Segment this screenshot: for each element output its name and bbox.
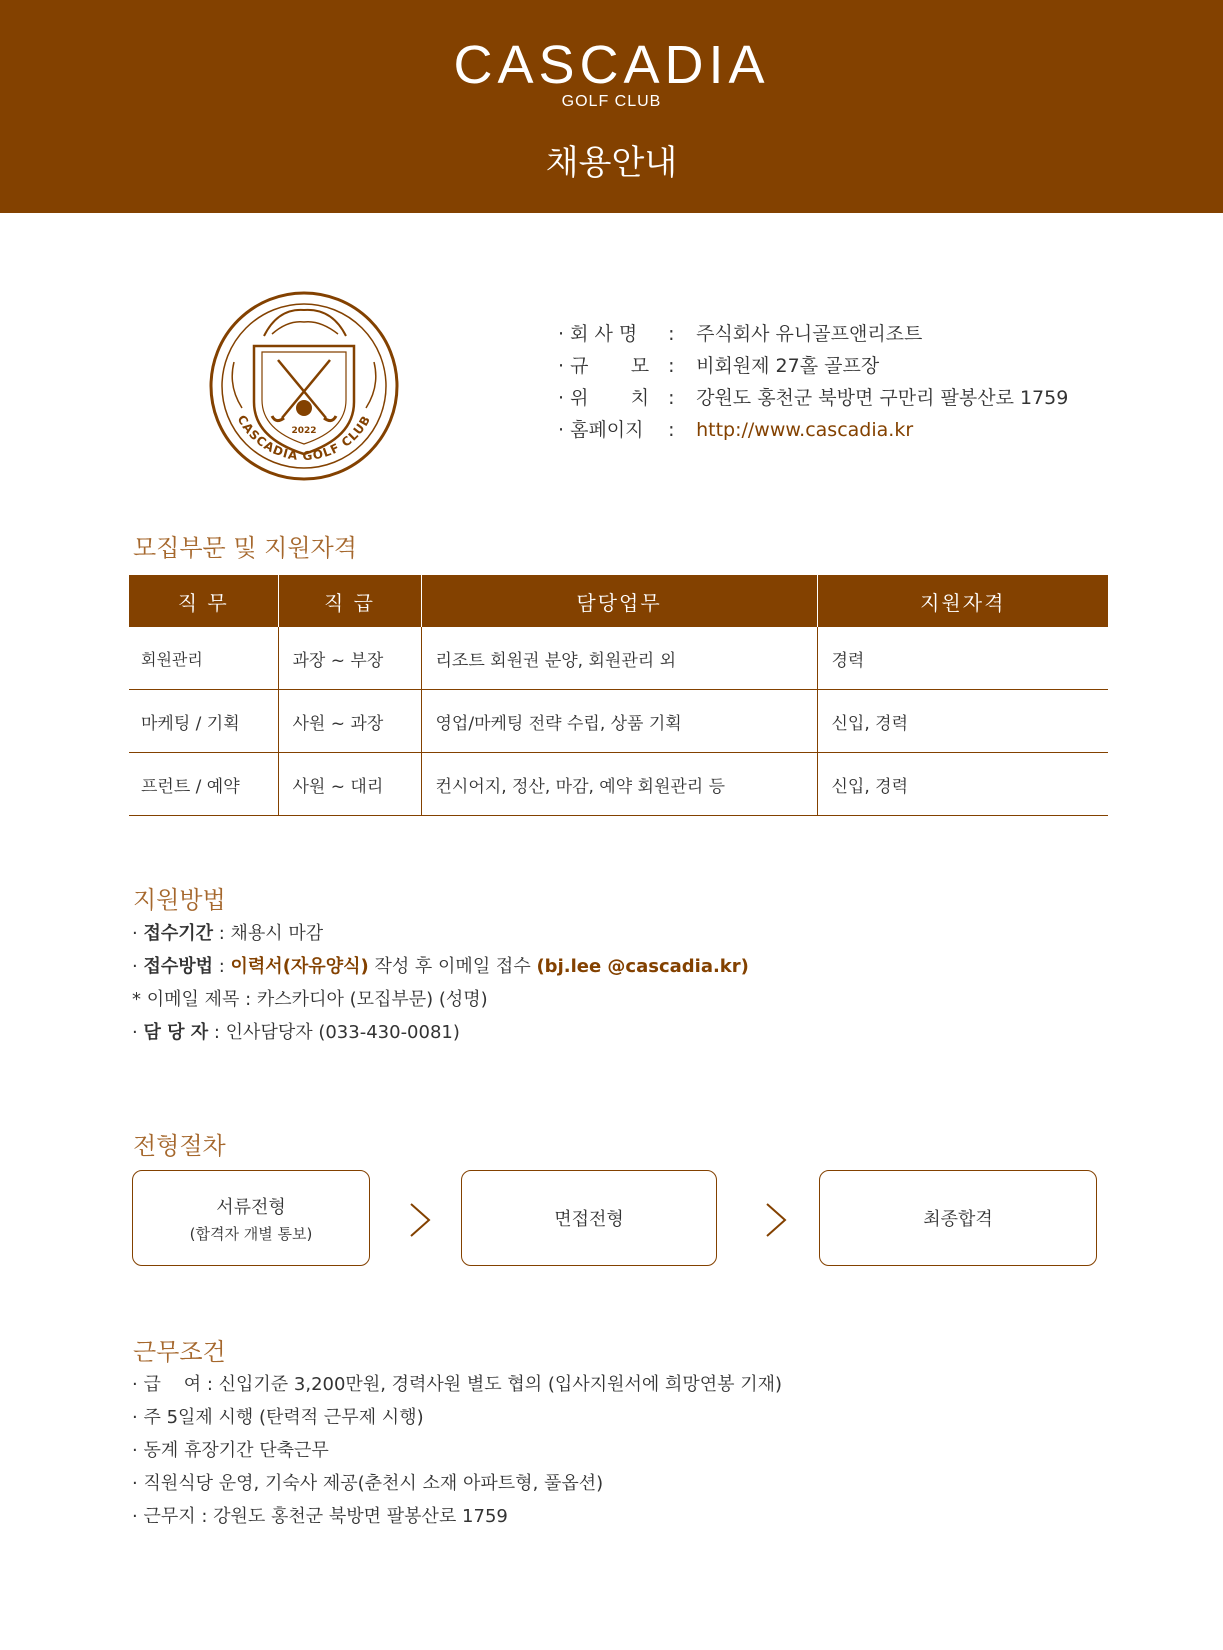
recruit-table (129, 575, 1108, 816)
info-row-company: · 회 사 명 : 주식회사 유니골프앤리조트 (558, 323, 923, 345)
emblem-ring-text: CASCADIA GOLF CLUB (234, 412, 374, 464)
apply-list (132, 917, 749, 1049)
apply-contact: · 담 당 자 : 인사담당자 (033-430-0081) (132, 1022, 460, 1043)
emblem-year: 2022 (291, 426, 317, 436)
process-step-final: 최종합격 (819, 1170, 1097, 1266)
header-qualification: 지원자격 (817, 575, 1108, 627)
brand-name: CASCADIA (453, 35, 770, 95)
page-header (0, 0, 1223, 213)
cell-job: 마케팅 / 기획 (129, 690, 278, 753)
cascadia-emblem-logo (208, 290, 400, 482)
process-section-title: 전형절차 (133, 1132, 226, 1160)
header-duty: 담당업무 (421, 575, 817, 627)
process-step-document: 서류전형 (합격자 개별 통보) (132, 1170, 370, 1266)
company-info (558, 318, 1068, 446)
header-job: 직 무 (129, 575, 278, 627)
svg-text:CASCADIA GOLF CLUB (235, 413, 374, 463)
contact-email[interactable]: (bj.lee @cascadia.kr) (536, 956, 749, 977)
apply-section-title: 지원방법 (133, 886, 226, 914)
condition-item: · 동계 휴장기간 단축근무 (132, 1440, 329, 1461)
cell-duty: 영업/마케팅 전략 수립, 상품 기획 (421, 690, 817, 753)
cell-qualification: 신입, 경력 (817, 753, 1108, 816)
apply-period: · 접수기간 : 채용시 마감 (132, 923, 324, 944)
apply-method: · 접수방법 : 이력서(자유양식) 작성 후 이메일 접수 (bj.lee @cascadia.kr) (132, 956, 749, 977)
condition-item: · 근무지 : 강원도 홍천군 북방면 팔봉산로 1759 (132, 1506, 508, 1527)
chevron-right-icon (761, 1200, 791, 1240)
condition-item: · 직원식당 운영, 기숙사 제공(춘천시 소재 아파트형, 풀옵션) (132, 1473, 604, 1494)
cell-job: 회원관리 (129, 627, 278, 690)
process-step-interview: 면접전형 (461, 1170, 717, 1266)
recruit-section-title: 모집부문 및 지원자격 (133, 534, 357, 562)
cell-qualification: 신입, 경력 (817, 690, 1108, 753)
condition-item: · 급 여 : 신입기준 3,200만원, 경력사원 별도 협의 (입사지원서에 희망연봉 기재) (132, 1374, 783, 1395)
cell-rank: 사원 ~ 과장 (278, 690, 421, 753)
table-row (129, 627, 1108, 690)
table-header-row (129, 575, 1108, 627)
condition-item: · 주 5일제 시행 (탄력적 근무제 시행) (132, 1407, 424, 1428)
cell-duty: 컨시어지, 정산, 마감, 예약 회원관리 등 (421, 753, 817, 816)
cell-rank: 사원 ~ 대리 (278, 753, 421, 816)
header-rank: 직 급 (278, 575, 421, 627)
info-row-homepage: · 홈페이지 : http://www.cascadia.kr (558, 419, 914, 441)
page-title: 채용안내 (545, 143, 678, 183)
info-row-scale: · 규 모 : 비회원제 27홀 골프장 (558, 355, 880, 377)
chevron-right-icon (405, 1200, 435, 1240)
conditions-section-title: 근무조건 (133, 1338, 226, 1366)
homepage-link[interactable]: http://www.cascadia.kr (696, 419, 914, 441)
conditions-list (132, 1368, 782, 1533)
info-row-location: · 위 치 : 강원도 홍천군 북방면 구만리 팔봉산로 1759 (558, 387, 1069, 409)
table-row (129, 753, 1108, 816)
table-row (129, 690, 1108, 753)
cell-duty: 리조트 회원권 분양, 회원관리 외 (421, 627, 817, 690)
brand-subtitle: GOLF CLUB (561, 93, 662, 110)
email-subject-note: * 이메일 제목 : 카스카디아 (모집부문) (성명) (132, 989, 488, 1010)
cell-job: 프런트 / 예약 (129, 753, 278, 816)
cell-qualification: 경력 (817, 627, 1108, 690)
cell-rank: 과장 ~ 부장 (278, 627, 421, 690)
